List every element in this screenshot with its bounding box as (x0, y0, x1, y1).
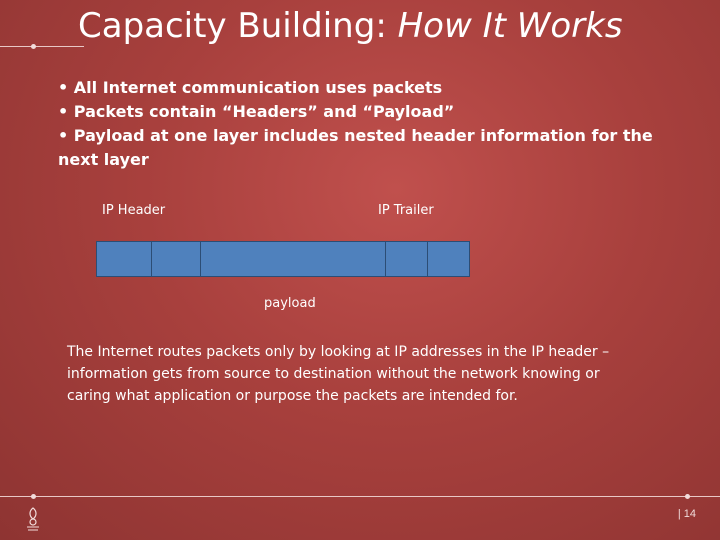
packet-segment-ip-trailer-1 (385, 241, 428, 277)
organization-logo-icon (24, 506, 42, 534)
bullet-item: • Packets contain “Headers” and “Payload” (58, 102, 455, 121)
slide-title (78, 4, 623, 48)
top-divider-dot (31, 44, 36, 49)
top-divider (0, 46, 84, 47)
payload-label: payload (264, 296, 316, 311)
bullet-item: • All Internet communication uses packets (58, 78, 443, 97)
bottom-divider (0, 496, 720, 497)
page-number: | 14 (677, 508, 696, 520)
title-italic: How It Works (397, 6, 623, 46)
explanation-paragraph: The Internet routes packets only by looking at IP addresses in the IP header – information gets from source to destination without the network knowing or caring what application or purpose the packets are intended for. (67, 344, 610, 404)
bullet-item: • Payload at one layer includes nested header information for the next layer (58, 126, 653, 169)
packet-segment-ip-header-2 (151, 241, 201, 277)
ip-trailer-label: IP Trailer (378, 203, 434, 218)
page-number-value: 14 (683, 508, 696, 520)
packet-segment-payload (200, 241, 386, 277)
bottom-divider-dot-right (685, 494, 690, 499)
ip-header-label: IP Header (102, 203, 166, 218)
title-regular: Capacity Building: (78, 6, 398, 46)
bottom-divider-dot-left (31, 494, 36, 499)
packet-segment-ip-header-1 (96, 241, 152, 277)
bullet-list (58, 76, 658, 172)
packet-segment-ip-trailer-2 (427, 241, 470, 277)
